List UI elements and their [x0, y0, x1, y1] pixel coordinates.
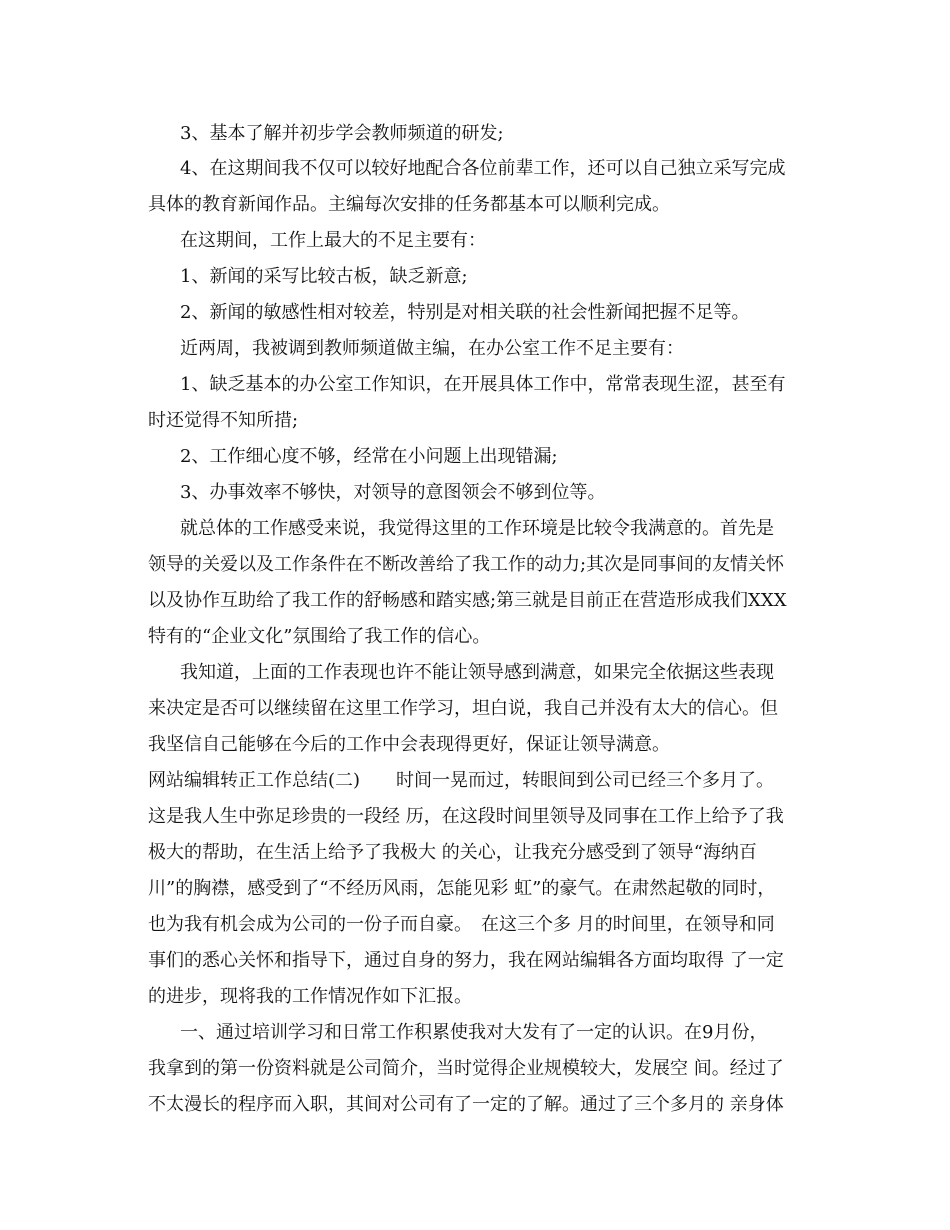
- text-line: 一、通过培训学习和日常工作积累使我对大发有了一定的认识。在9月份，: [180, 1022, 768, 1043]
- text-line: 3、基本了解并初步学会教师频道的研发;: [180, 123, 504, 144]
- text-line: 2、工作细心度不够，经常在小问题上出现错漏;: [180, 446, 558, 467]
- text-line: 的进步，现将我的工作情况作如下汇报。: [148, 986, 472, 1007]
- text-line: 网站编辑转正工作总结(二) 时间一晃而过，转眼间到公司已经三个多月了。: [148, 770, 775, 791]
- text-line: 来决定是否可以继续留在这里工作学习，坦白说，我自己并没有太大的信心。但: [148, 698, 778, 719]
- text-line: 就总体的工作感受来说，我觉得这里的工作环境是比较令我满意的。首先是: [180, 518, 774, 539]
- text-line: 近两周，我被调到教师频道做主编，在办公室工作不足主要有：: [180, 338, 684, 359]
- text-line: 我拿到的第一份资料就是公司简介，当时觉得企业规模较大，发展空 间。经过了: [148, 1058, 784, 1079]
- text-line: 也为我有机会成为公司的一份子而自豪。 在这三个多 月的时间里，在领导和同: [148, 914, 775, 935]
- text-line: 在这期间，工作上最大的不足主要有：: [180, 230, 486, 251]
- text-line: 时还觉得不知所措;: [148, 410, 299, 431]
- text-line: 这是我人生中弥足珍贵的一段经 历，在这段时间里领导及同事在工作上给予了我: [148, 806, 784, 827]
- text-line: 川”的胸襟，感受到了“不经历风雨，怎能见彩 虹”的豪气。在肃然起敬的同时，: [148, 878, 776, 899]
- text-line: 1、缺乏基本的办公室工作知识，在开展具体工作中，常常表现生涩，甚至有: [180, 374, 786, 395]
- text-line: 事们的悉心关怀和指导下，通过自身的努力，我在网站编辑各方面均取得 了一定: [148, 950, 784, 971]
- text-line: 具体的教育新闻作品。主编每次安排的任务都基本可以顺利完成。: [148, 194, 670, 215]
- text-line: 2、新闻的敏感性相对较差，特别是对相关联的社会性新闻把握不足等。: [180, 302, 750, 323]
- text-line: 我知道，上面的工作表现也许不能让领导感到满意，如果完全依据这些表现: [180, 662, 774, 683]
- text-line: 3、办事效率不够快，对领导的意图领会不够到位等。: [180, 482, 606, 503]
- text-line: 特有的“企业文化”氛围给了我工作的信心。: [148, 626, 491, 647]
- text-line: 不太漫长的程序而入职，其间对公司有了一定的了解。通过了三个多月的 亲身体: [148, 1094, 784, 1115]
- text-line: 极大的帮助，在生活上给予了我极大 的关心，让我充分感受到了领导“海纳百: [148, 842, 757, 863]
- text-line: 我坚信自己能够在今后的工作中会表现得更好，保证让领导满意。: [148, 734, 670, 755]
- text-line: 领导的关爱以及工作条件在不断改善给了我工作的动力;其次是同事间的友情关怀: [148, 554, 785, 575]
- text-line: 1、新闻的采写比较古板，缺乏新意;: [180, 266, 468, 287]
- text-line: 以及协作互助给了我工作的舒畅感和踏实感;第三就是目前正在营造形成我们XXX: [148, 590, 787, 611]
- text-line: 4、在这期间我不仅可以较好地配合各位前辈工作，还可以自己独立采写完成: [180, 158, 786, 179]
